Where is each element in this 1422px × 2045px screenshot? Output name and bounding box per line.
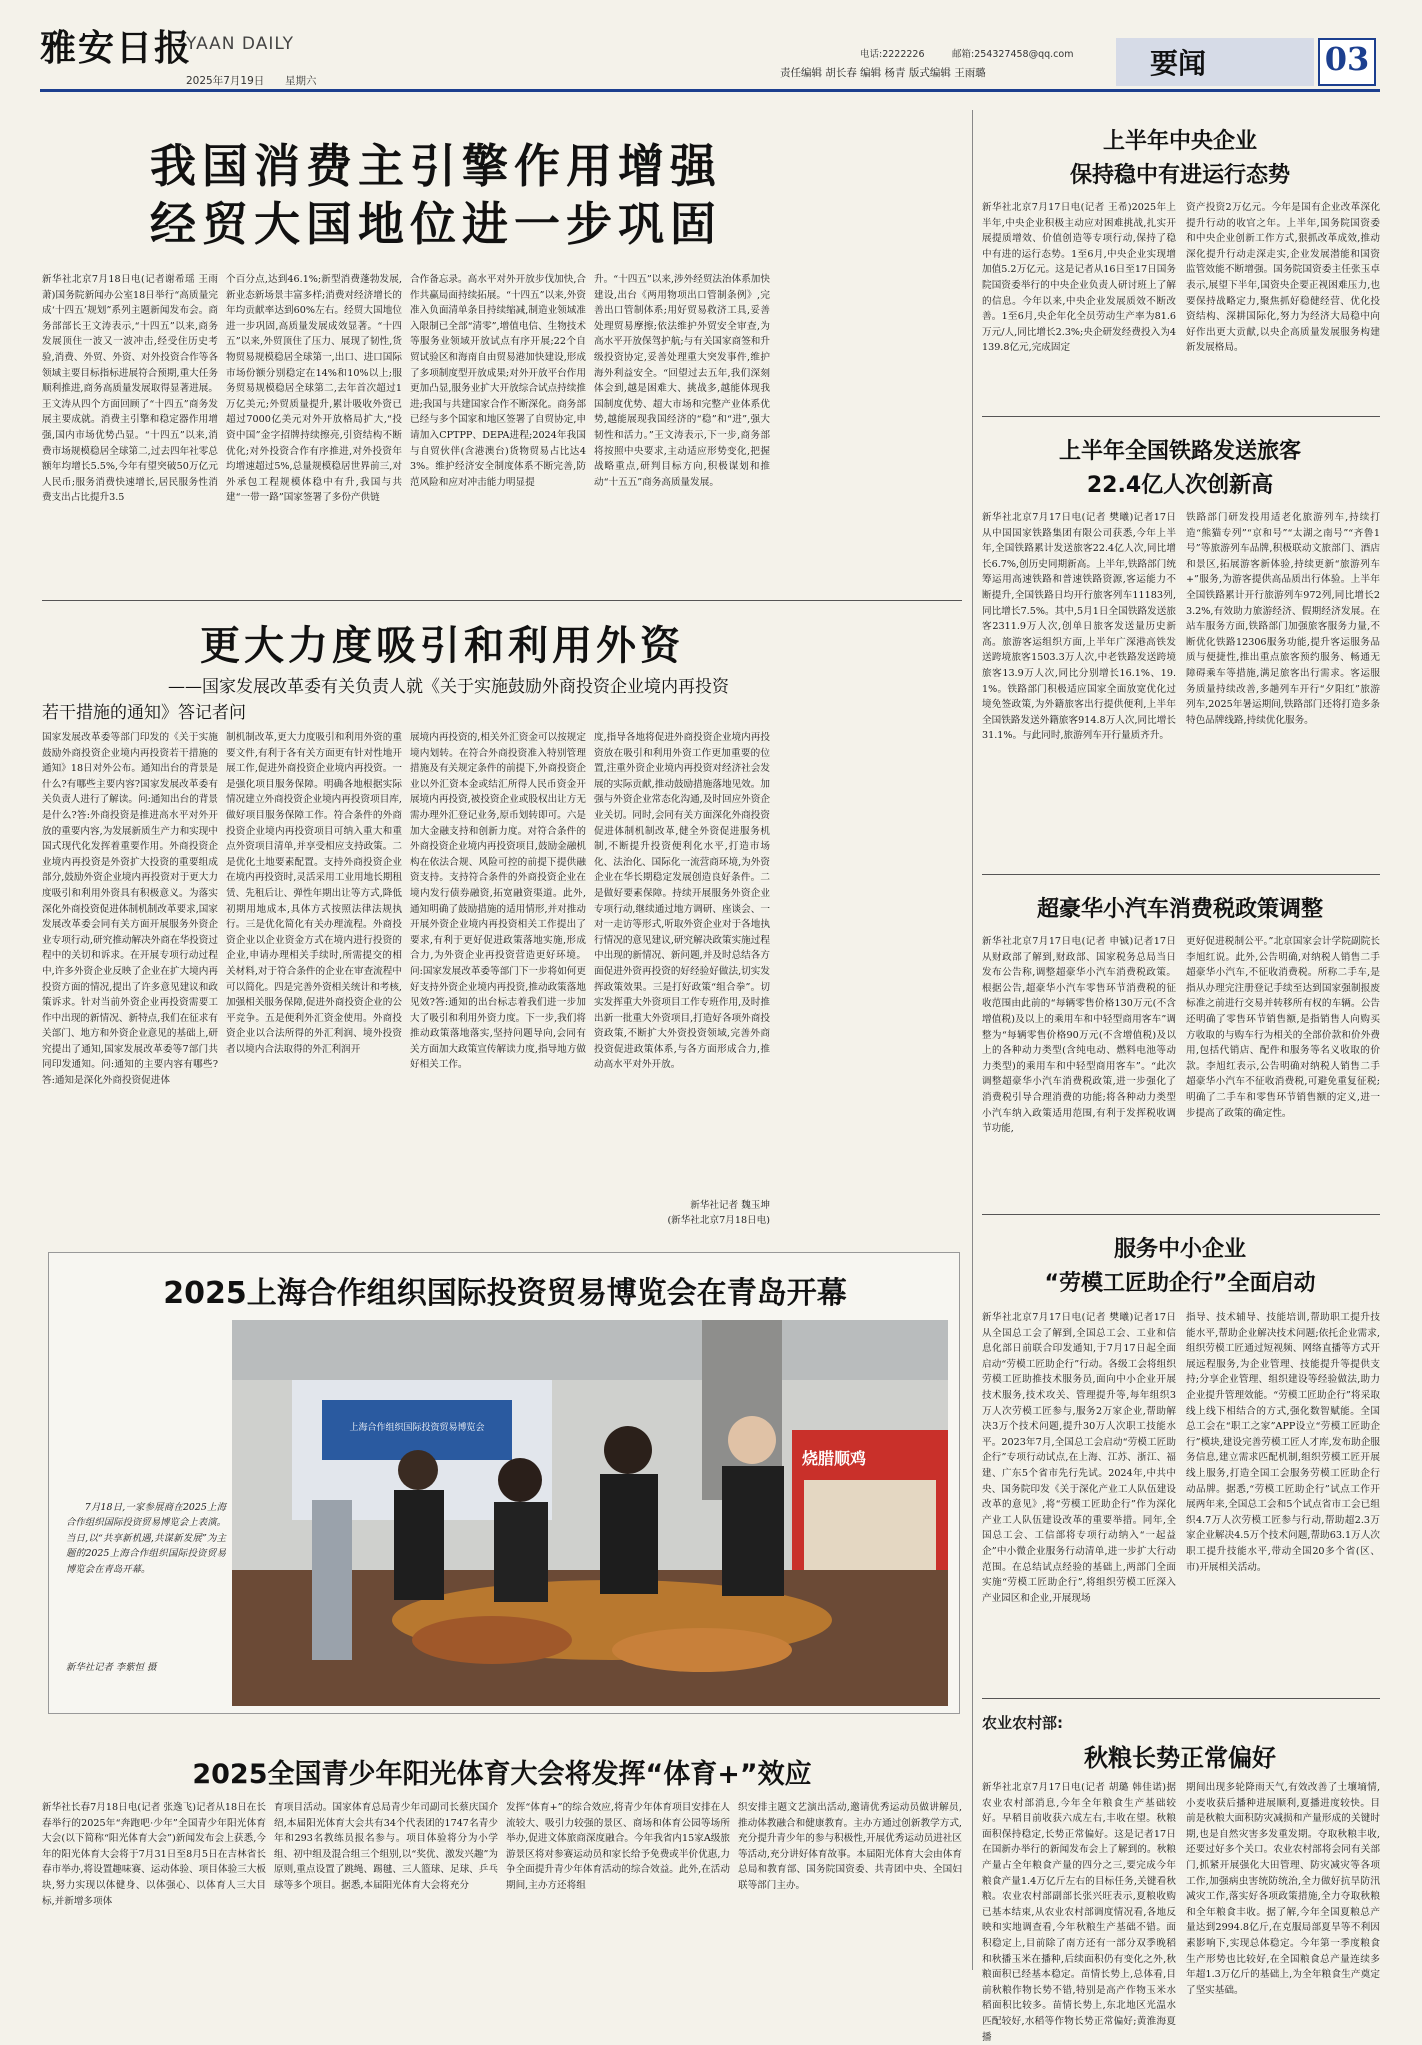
section-name: 要闻 [1150, 47, 1207, 80]
sports-col-3: 发挥“体育+”的综合效应,将青少年体育项目安排在人流较大、吸引力较强的景区、商场和体育公园等场所举办,促进文体旅商深度融合。今年我省内15家A级旅游景区将对参赛运动员和家长给予免费或半价优惠,力争全面提升青少年体育活动的综合效益。此外,在活动期间,主办方还将组 [506, 1802, 730, 1891]
smes-bottom-rule [982, 1698, 1380, 1699]
contact-phone: 电话:2222226 [860, 49, 925, 60]
smes-col-1: 新华社北京7月17日电(记者 樊曦)记者17日从全国总工会了解到,全国总工会、工业和信息化部日前联合印发通知,于7月17日起全面启动“劳模工匠助企行”行动。各级工会将组织劳模工匠助推技术服务员,面向中小企业开展技术服务,技术攻关、管理提升等,每年组织3万人次劳模工匠参与,服务2万家企业,帮助解决3万个技术问题,提升30万人次职工技能水平。2023年7月,全国总工会启动“劳模工匠助企行”专项行动试点,在上海、江苏、浙江、福建、广东5个省市先行先试。2024年,中共中央、国务院印发《关于深化产业工人队伍建设改革的意见》,将“劳模工匠助企行”作为深化产业工人队伍建设改革的重要举措。同年,全国总工会、工信部将专项行动纳入“一起益企”中小微企业服务行动清单,进一步扩大行动范围。在总结试点经验的基础上,两部门全面实施“劳模工匠助企行”,将组织劳模工匠深入产业园区和企业,开展现场 [982, 1312, 1176, 1604]
page-number: 03 [1324, 40, 1370, 78]
expo-photo-illustration [232, 1320, 948, 1706]
grain-kicker: 农业农村部: [982, 1714, 1063, 1732]
fdi-headline: 更大力度吸引和利用外资 [200, 623, 684, 669]
fdi-col-1: 国家发展改革委等部门印发的《关于实施鼓励外商投资企业境内再投资若干措施的通知》18日对外公布。通知出台的背景是什么?有哪些主要内容?国家发展改革委有关负责人进行了解读。问:通知出台的背景是什么?答:外商投资是推进高水平对外开放的重要内容,为发展新质生产力和实现中国式现代化发挥着重要作用。外商投资企业境内再投资是外资扩大投资的重要组成部分,鼓励外资企业境内再投资对于更大力度吸引和利用外资具有积极意义。为落实深化外商投资促进体制机制改革要求,国家发展改革委会同有关方面开展服务外资企业专项行动,研究推动解决外商在华投资过程中的关切和诉求。在开展专项行动过程中,许多外资企业反映了企业在扩大境内再投资方面的情况,提出了许多意见建议和政策诉求。针对当前外资企业再投资需要工作中出现的新情况、新特点,我们在征求有关部门、地方和外资企业意见的基础上,研究提出了通知,国家发展改革委等7部门共同印发通知。问:通知的主要内容有哪些?答:通知是深化外商投资促进体 [42, 732, 218, 1087]
fdi-col-4: 度,指导各地将促进外商投资企业境内再投资放在吸引和利用外资工作更加重要的位置,注重外资企业境内再投资对经济社会发展的实际贡献,推动鼓励措施落地见效。加强与外资企业常态化沟通,及时回应外资企业关切。同时,会同有关方面深化外商投资促进体制机制改革,健全外资促进服务机制,不断提升投资便利化水平,打造市场化、法治化、国际化一流营商环境,为外资企业在华长期稳定发展创造良好条件。二是做好要素保障。持续开展服务外资企业专项行动,继续通过地方调研、座谈会、一对一走访等形式,听取外资企业对于各地执行情况的意见建议,研究解决政策实施过程中出现的新情况、新问题,并及时总结各方面促进外资再投资的好经验好做法,切实发挥政策效果。三是打好政策“组合拳”。切实发挥重大外资项目工作专班作用,及时推出新一批重大外资项目,打造好各项外商投资政策,不断扩大外资投资领域,完善外商投资促进政策体系,与各方面形成合力,推动高水平对外开放。 [594, 732, 770, 1071]
grain-col-2: 期间出现多轮降雨天气,有效改善了土壤墒情,小麦收获后播种进展顺利,夏播进度较快。目前是秋粮大面积防灾减损和产量形成的关键时期,也是自然灾害多发重发期。夺取秋粮丰收,还要过好多个关口。农业农村部将会同有关部门,抓紧开展强化大田管理、防灾减灾等各项工作,加强病虫害统防统治,全力做好抗旱防汛减灾工作,落实好各项政策措施,全力夺取秋粮和全年粮食丰收。据了解,今年全国夏粮总产量达到2994.8亿斤,在克服局部夏旱等不利因素影响下,实现总体稳定。今年第一季度粮食生产形势也比较好,在全国粮食总产量连续多年超1.3万亿斤的基础上,为全年粮食生产奠定了坚实基础。 [1186, 1782, 1380, 1996]
soe-col-2: 资产投资2万亿元。今年是国有企业改革深化提升行动的收官之年。上半年,国务院国资委和中央企业创新工作方式,狠抓改革成效,推动深化提升行动走深走实,企业发展潜能和国资监管效能不断增强。国务院国资委主任张玉卓表示,展望下半年,国资央企要正视困难压力,也要保持战略定力,聚焦抓好稳健经营、优化投资结构、深耕国际化,努力为经济大局稳中向好作出更大贡献,以央企高质量发展服务构建新发展格局。 [1186, 202, 1380, 354]
section-bar [1116, 38, 1314, 86]
railway-bottom-rule [982, 874, 1380, 875]
fdi-byline: 新华社记者 魏玉坤 [690, 1200, 770, 1211]
soe-bottom-rule [982, 416, 1380, 417]
lead-headline-2: 经贸大国地位进一步巩固 [150, 197, 722, 251]
expo-caption: 7月18日,一家参展商在2025上海合作组织国际投资贸易博览会上表演。当日,以“共享新机遇,共谋新发展”为主题的2025上海合作组织国际投资贸易博览会在青岛开幕。 [66, 1502, 226, 1575]
expo-shop-sign: 烧腊顺鸡 [802, 1449, 867, 1468]
editor-credits: 责任编辑 胡长春 编辑 杨青 版式编辑 王雨璐 [780, 67, 986, 79]
sports-col-1: 新华社长春7月18日电(记者 张逸飞)记者从18日在长春举行的2025年“奔跑吧·少年”全国青少年阳光体育大会(以下简称“阳光体育大会”)新闻发布会上获悉,今年的阳光体育大会将于7月31日至8月5日在吉林省长春市举办,将设置趣味赛、运动体验、项目体验三大板块,努力实现以体健身、以体强心、以体育人三大目标,并新增多项体 [42, 1802, 266, 1907]
lead-col-4: 升。“十四五”以来,涉外经贸法治体系加快建设,出台《两用物项出口管制条例》,完善出口管制体系;用好贸易救济工具,妥善处理贸易摩擦;依法维护外贸安全审查,为高水平开放保驾护航;与有关国家商签和升级投资协定,妥善处理重大突发事件,维护海外利益安全。“回望过去五年,我们深刻体会到,越是困难大、挑战多,越能体现我国制度优势、超大市场和完整产业体系优势,越能展现我国经济的“稳”和“进”,强大韧性和活力。”王文涛表示,下一步,商务部将按照中央要求,主动适应形势变化,把握战略重点,研判目标方向,积极谋划和推动“十五五”商务高质量发展。 [594, 274, 770, 488]
masthead-latin: YAAN DAILY [186, 34, 294, 54]
lead-col-3: 合作备忘录。高水平对外开放步伐加快,合作共赢局面持续拓展。“十四五”以来,外资准入负面清单条目持续缩减,制造业领域准入限制已全部“清零”,增值电信、生物技术等服务业领域开放试点有序开展;22个自贸试验区和海南自由贸易港加快建设,形成了多项制度型开放成果;对外开放平台作用更加凸显,服务业扩大开放综合试点持续推进;我国与共建国家合作不断深化。商务部已经与多个国家和地区签署了自贸协定,申请加入CPTPP、DEPA进程;2024年我国与自贸伙伴(含港澳台)货物贸易占比达43%。维护经济安全制度体系不断完善,防范风险和应对冲击能力明显提 [410, 274, 586, 488]
expo-headline: 2025上海合作组织国际投资贸易博览会在青岛开幕 [163, 1276, 847, 1311]
fdi-subtitle-2: 若干措施的通知》答记者问 [42, 703, 246, 723]
masthead-rule [40, 89, 1380, 92]
railway-col-1: 新华社北京7月17日电(记者 樊曦)记者17日从中国国家铁路集团有限公司获悉,今年上半年,全国铁路累计发送旅客22.4亿人次,同比增长6.7%,创历史同期新高。上半年,铁路部门统筹运用高速铁路和普速铁路资源,客运能力不断提升,全国铁路日均开行旅客列车11183列,同比增长7.5%。其中,5月1日全国铁路发送旅客2311.9万人次,创单日旅客发送量历史新高。旅游客运组织方面,上半年广深港高铁发送跨境旅客1503.3万人次,中老铁路发送跨境旅客13.9万人次,同比分别增长16.1%、19.1%。铁路部门积极适应国家全面放宽优化过境免签政策,为外籍旅客出行提供便利,上半年全国铁路发送外籍旅客914.8万人次,同比增长31.1%。与此同时,旅游列车开行量质齐升。 [982, 512, 1176, 742]
expo-photo [232, 1320, 948, 1706]
car-tax-bottom-rule [982, 1214, 1380, 1215]
masthead-logo: 雅安日报 [40, 27, 193, 69]
fdi-dateline: (新华社北京7月18日电) [667, 1215, 770, 1226]
issue-date: 2025年7月19日 [186, 75, 265, 87]
contact-email: 邮箱:254327458@qq.com [952, 49, 1074, 60]
fdi-subtitle-1: ——国家发展改革委有关负责人就《关于实施鼓励外商投资企业境内再投资 [168, 677, 729, 697]
railway-headline-1: 上半年全国铁路发送旅客 [1058, 439, 1301, 464]
car-tax-col-2: 更好促进税制公平。”北京国家会计学院副院长李旭红说。此外,公告明确,对纳税人销售二手超豪华小汽车,不征收消费税。所称二手车,是指从办理完注册登记手续至达到国家强制报废标准之前进行交易并转移所有权的车辆。公告还明确了零售环节销售额,是指销售人向购买方收取的与购车行为相关的全部价款和价外费用,包括代销店、配件和服务等名义收取的价款。李旭红表示,公告明确对纳税人销售二手超豪华小汽车不征收消费税,可避免重复征税;明确了二手车和零售环节销售额的定义,进一步提高了政策的确定性。 [1186, 936, 1380, 1119]
railway-headline-2: 22.4亿人次创新高 [1086, 473, 1274, 498]
soe-col-1: 新华社北京7月17日电(记者 王希)2025年上半年,中央企业积极主动应对困难挑战,扎实开展提质增效、价值创造等专项行动,保持了稳中有进的运行态势。1至6月,中央企业实现增加值5.2万亿元。这是记者从16日至17日国务院国资委举行的中央企业负责人研讨班上了解的信息。今年以来,中央企业发展质效不断改善。1至6月,央企年化全员劳动生产率为81.6万元/人,同比增长2.3%;央企研发经费投入为4139.8亿元,完成固定 [982, 202, 1176, 354]
issue-weekday: 星期六 [285, 75, 317, 87]
expo-photo-credit: 新华社记者 李紫恒 摄 [66, 1662, 157, 1673]
smes-headline-2: “劳模工匠助企行”全面启动 [1044, 1271, 1316, 1296]
car-tax-headline: 超豪华小汽车消费税政策调整 [1036, 897, 1323, 922]
sports-col-4: 织安排主题文艺演出活动,邀请优秀运动员做讲解员,推动体教融合和健康教育。主办方通过创新教学方式,充分提升青少年的参与积极性,开展优秀运动员进社区等活动,充分讲好体育故事。本届阳光体育大会由体育总局和教育部、国务院国资委、共青团中央、全国妇联等部门主办。 [738, 1802, 962, 1891]
soe-headline-2: 保持稳中有进运行态势 [1069, 163, 1290, 188]
railway-col-2: 铁路部门研发投用适老化旅游列车,持续打造“熊猫专列”“京和号”“太湖之南号”“齐鲁1号”等旅游列车品牌,积极联动文旅部门、酒店和景区,拓展游客新体验,持续更新“旅游列车+”服务,为游客提供高品质出行体验。上半年全国铁路累计开行旅游列车972列,同比增长23.2%,有效助力旅游经济、假期经济发展。在站车服务方面,铁路部门加强旅客服务力量,不断优化铁路12306服务功能,提升客运服务品质与便捷性,推出重点旅客预约服务、畅通无障碍乘车等措施,满足旅客出行需求。客运服务质量持续改善,多趟列车开行“夕阳红”旅游列车,2025年暑运期间,铁路部门还将打造多条特色品牌线路,持续优化服务。 [1186, 512, 1380, 726]
grain-headline: 秋粮长势正常偏好 [1084, 1744, 1276, 1772]
right-column-divider [972, 110, 973, 1970]
soe-headline-1: 上半年中央企业 [1102, 129, 1257, 154]
smes-col-2: 指导、技术辅导、技能培训,帮助职工提升技能水平,帮助企业解决技术问题;依托企业需求,组织劳模工匠通过短视频、网络直播等方式开展远程服务,为企业管理、技能提升等提供支持;分享企业管理、组织建设等经验做法,助力企业提升管理效能。“劳模工匠助企行”将采取线上线下相结合的方式,强化数智赋能。全国总工会在“职工之家”APP设立“劳模工匠助企行”模块,建设完善劳模工匠人才库,发布助企服务信息,建立需求匹配机制,组织劳模工匠开展线上服务,打造全国工会服务劳模工匠助企行动品牌。据悉,“劳模工匠助企行”试点工作开展两年来,全国总工会和5个试点省市工会已组织4.7万人次劳模工匠参与行动,帮助超2.3万家企业解决4.5万个技术问题,帮助63.1万人次职工提升技能水平,带动全国20多个省(区、市)开展相关活动。 [1186, 1312, 1380, 1573]
lead-col-1: 新华社北京7月18日电(记者谢希瑶 王雨萧)国务院新闻办公室18日举行“高质量完成‘十四五’规划”系列主题新闻发布会。商务部部长王文涛表示,“十四五”以来,商务发展顶住一波又一波冲击,经受住历史考验,消费、外贸、外资、对外投资合作等各领域主要目标指标进展符合预期,重大任务顺利推进,商务高质量发展取得显著进展。王文涛从四个方面回顾了“十四五”商务发展主要成就。消费主引擎和稳定器作用增强,国内市场优势凸显。“十四五”以来,消费市场规模稳居全球第二,过去四年社零总额年均增长5.5%,今年有望突破50万亿元人民币;服务消费快速增长,居民服务性消费支出占比提升3.5 [42, 274, 218, 504]
expo-booth-banner: 上海合作组织国际投资贸易博览会 [349, 1423, 485, 1433]
car-tax-col-1: 新华社北京7月17日电(记者 申铖)记者17日从财政部了解到,财政部、国家税务总局当日发布公告称,调整超豪华小汽车消费税政策。根据公告,超豪华小汽车零售环节消费税的征收范围由此前的“每辆零售价格130万元(不含增值税)及以上的乘用车和中轻型商用客车”调整为“每辆零售价格90万元(不含增值税)及以上的各种动力类型(含纯电动、燃料电池等动力类型)的乘用车和中轻型商用客车”。“此次调整超豪华小汽车消费税政策,进一步强化了消费税引导合理消费的功能;将各种动力类型小汽车纳入政策适用范围,有利于发挥税收调节功能, [982, 936, 1176, 1135]
lead-headline-1: 我国消费主引擎作用增强 [150, 139, 722, 193]
smes-headline-1: 服务中小企业 [1113, 1237, 1246, 1262]
fdi-col-3: 展境内再投资的,相关外汇资金可以按规定境内划转。在符合外商投资准入特别管理措施及有关规定条件的前提下,外商投资企业以外汇资本金或结汇所得人民币资金开展境内再投资,被投资企业或股权出让方无需办理外汇登记业务,原币划转即可。六是加大金融支持和创新力度。对符合条件的外商投资企业境内再投资项目,鼓励金融机构在依法合规、风险可控的前提下提供融资支持。支持符合条件的外商投资企业在境内发行债券融资,拓宽融资渠道。此外,通知明确了鼓励措施的适用情形,并对推动开展外资企业境内再投资相关工作提出了要求,有利于更好促进政策落地实施,形成合力,为外资企业再投资营造更好环境。问:国家发展改革委等部门下一步将如何更好支持外资企业境内再投资,推动政策落地见效?答:通知的出台标志着我们进一步加大了吸引和利用外资力度。下一步,我们将推动政策落地落实,坚持问题导向,会同有关方面加大政策宣传解读力度,指导地方做好相关工作。 [410, 732, 586, 1071]
lead-bottom-rule [42, 600, 962, 601]
sports-col-2: 育项目活动。国家体育总局青少年司副司长蔡庆国介绍,本届阳光体育大会共有34个代表团的1747名青少年和293名教练员报名参与。项目体验将分为小学组、初中组及混合组三个组别,以“奖优、激发兴趣”为原则,重点设置了跳绳、踢毽、三人篮球、足球、乒乓球等多个项目。据悉,本届阳光体育大会将充分 [274, 1802, 498, 1891]
fdi-col-2: 制机制改革,更大力度吸引和利用外资的重要文件,有利于各有关方面更有针对性地开展工作,促进外商投资企业境内再投资。一是强化项目服务保障。明确各地根据实际情况建立外商投资企业境内再投资项目库,做好项目服务保障工作。符合条件的外商投资企业境内再投资项目可纳入重大和重点外资项目清单,并享受相应支持政策。二是优化土地要素配置。支持外商投资企业在境内再投资时,灵活采用工业用地长期租赁、先租后让、弹性年期出让等方式,降低初期用地成本,具体方式按照法律法规执行。三是优化简化有关办理流程。外商投资企业以企业资金方式在境内进行投资的企业,申请办理相关手续时,所需提交的相关材料,对于符合条件的企业在审查流程中可以简化。四是完善外资相关统计和考核,加强相关服务保障,促进外商投资企业的公平竞争。五是便利外汇资金使用。外商投资企业以合法所得的外汇利润、境外投资者以境内合法取得的外汇利润开 [226, 732, 402, 1055]
sports-headline: 2025全国青少年阳光体育大会将发挥“体育+”效应 [192, 1759, 812, 1790]
grain-col-1: 新华社北京7月17日电(记者 胡璐 韩佳诺)据农业农村部消息,今年全年粮食生产基础较好。早稻目前收获六成左右,丰收在望。秋粮面积保持稳定,长势正常偏好。这是记者17日在国新办举行的新闻发布会上了解到的。秋粮产量占全年粮食产量的四分之三,要完成今年粮食产量1.4万亿斤左右的目标任务,关键看秋粮。农业农村部副部长张兴旺表示,夏粮收购已基本结束,从农业农村部调度情况看,各地反映和实地调查看,今年秋粮生产基础不错。面积稳定上,目前除了南方还有一部分双季晚稻和秋播玉米在播种,后续面积仍有变化之外,秋粮面积已经基本稳定。苗情长势上,总体看,目前秋粮作物长势不错,特别是高产作物玉米水稻面积比较多。苗情长势上,东北地区光温水匹配较好,水稻等作物长势正常偏好;黄淮海夏播 [982, 1782, 1176, 2043]
lead-col-2: 个百分点,达到46.1%;新型消费蓬勃发展,新业态新场景丰富多样;消费对经济增长的年均贡献率达到60%左右。经贸大国地位进一步巩固,高质量发展成效显著。“十四五”以来,外贸顶住了压力、展现了韧性,货物贸易规模稳居全球第一,出口、进口国际市场份额分别稳定在14%和10%以上;服务贸易规模稳居全球第二,去年首次超过1万亿美元;外贸质量提升,累计吸收外资已超过7000亿美元对外开放格局扩大,“投资中国”金字招牌持续擦亮,引资结构不断优化;对外投资合作有序推进,对外投资年均增速超过5%,总量规模稳居世界前三,对外承包工程规模体稳中有升,我国与共建“一带一路”国家签署了多份产供链 [226, 274, 402, 504]
